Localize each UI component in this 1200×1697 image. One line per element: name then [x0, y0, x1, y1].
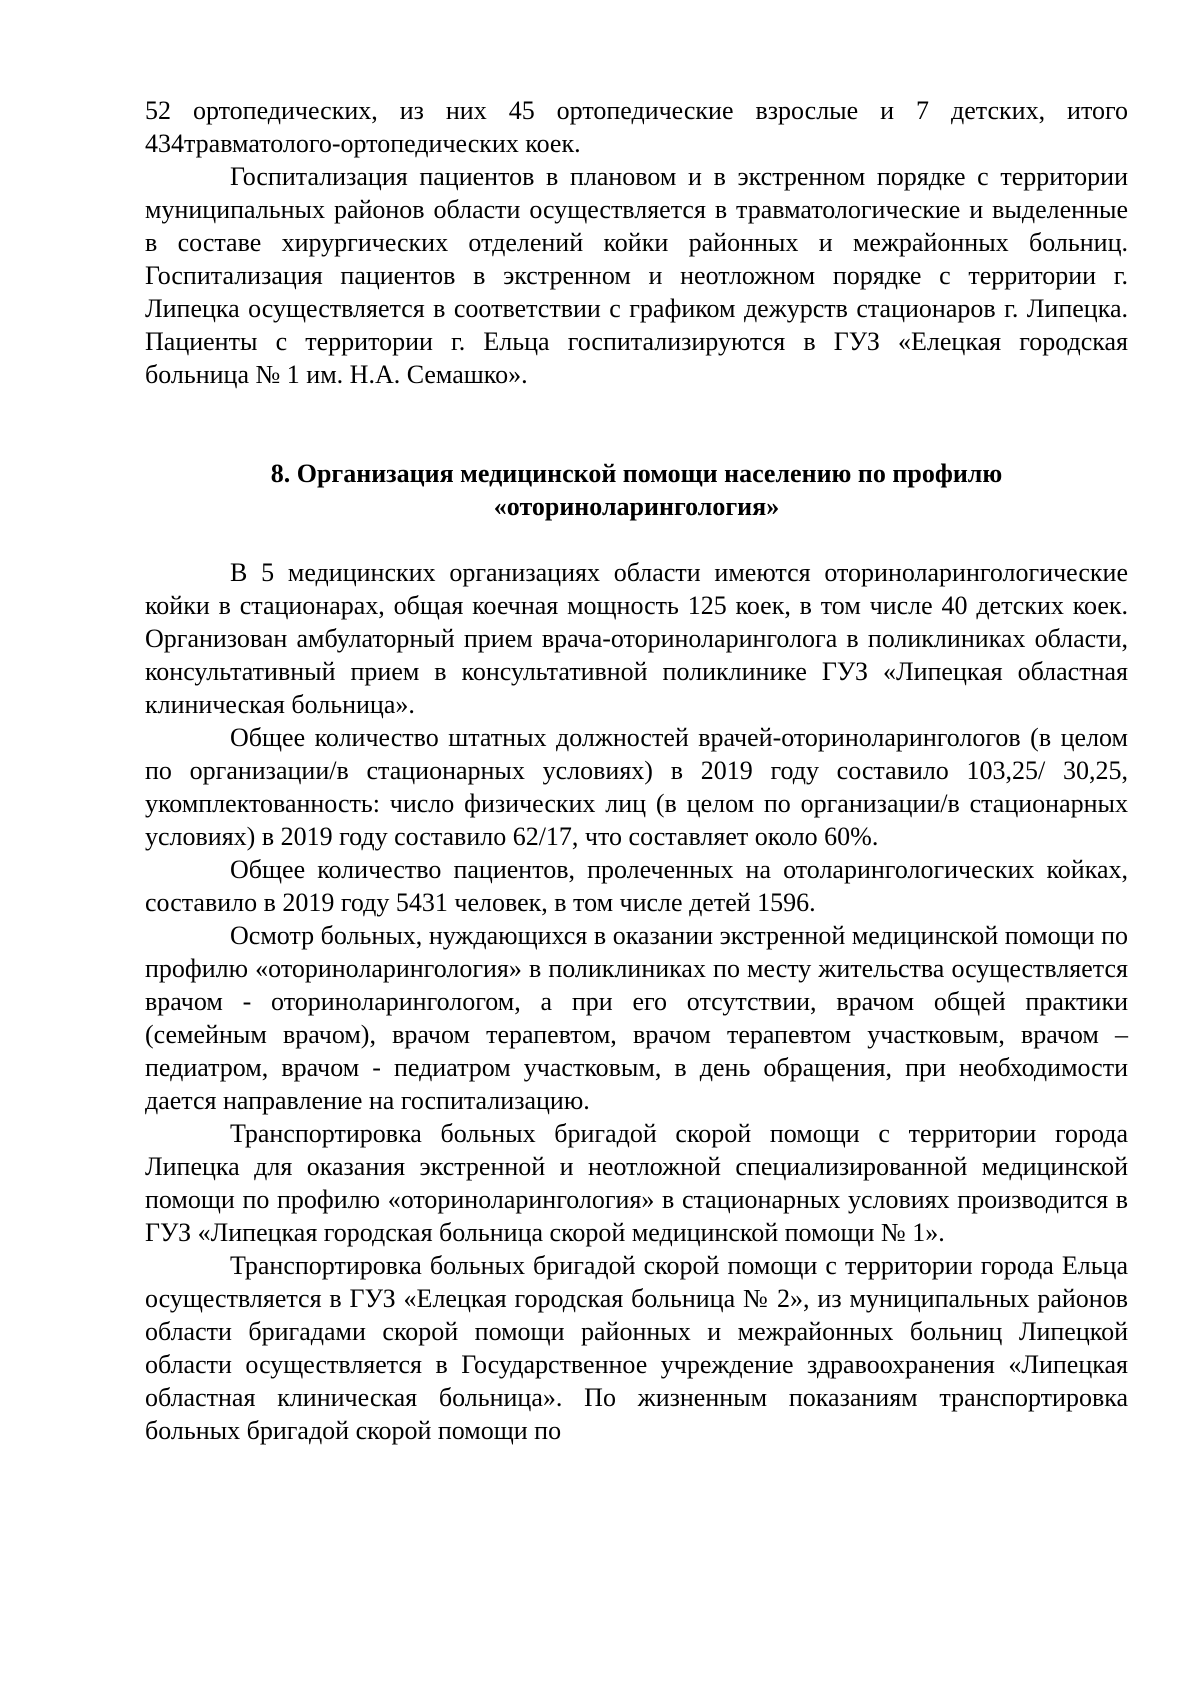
paragraph-transport-lipetsk: Транспортировка больных бригадой скорой помощи с территории города Липецка для оказания экстренной и неотложной специализированной медицинской помощи по профилю «оториноларингология» в стационарных условиях производится в ГУЗ «Липецкая городская больница скорой медицинской помощи № 1».: [145, 1119, 1128, 1247]
heading-spacer: [145, 523, 1128, 556]
paragraph-ent-beds: В 5 медицинских организациях области имеются оториноларингологические койки в стационарах, общая коечная мощность 125 коек, в том числе 40 детских коек. Организован амбулаторный прием врача-оториноларинголога в поликлиниках области, консультативный прием в консультативной поликлинике ГУЗ «Липецкая областная клиническая больница».: [145, 558, 1128, 719]
paragraph-hospitalization-trauma: Госпитализация пациентов в плановом и в экстренном порядке с территории муниципальных районов области осуществляется в травматологические и выделенные в составе хирургических отделений койки районных и межрайонных больниц. Госпитализация пациентов в экстренном и неотложном порядке с территории г. Липецка осуществляется в соответствии с графиком дежурств стационаров г. Липецка. Пациенты с территории г. Ельца госпитализируются в ГУЗ «Елецкая городская больница № 1 им. Н.А. Семашко».: [145, 162, 1128, 389]
paragraph-transport-yelets: Транспортировка больных бригадой скорой помощи с территории города Ельца осуществляется в ГУЗ «Елецкая городская больница № 2», из муниципальных районов области бригадами скорой помощи районных и межрайонных больниц Липецкой области осуществляется в Государственное учреждение здравоохранения «Липецкая областная клиническая больница». По жизненным показаниям транспортировка больных бригадой скорой помощи по: [145, 1251, 1128, 1445]
paragraph-patients-treated: Общее количество пациентов, пролеченных на отоларингологических койках, составило в 2019 году 5431 человек, в том числе детей 1596.: [145, 855, 1128, 917]
paragraph-staffing: Общее количество штатных должностей врачей-оториноларингологов (в целом по организации/в стационарных условиях) в 2019 году составило 103,25/ 30,25, укомплектованность: число физических лиц (в целом по организации/в стационарных условиях) в 2019 году составило 62/17, что составляет около 60%.: [145, 723, 1128, 851]
document-body: [145, 94, 1128, 1447]
section-heading: [145, 457, 1128, 523]
paragraph-examination: Осмотр больных, нуждающихся в оказании экстренной медицинской помощи по профилю «оториноларингология» в поликлиниках по месту жительства осуществляется врачом - оториноларингологом, а при его отсутствии, врачом общей практики (семейным врачом), врачом терапевтом, врачом терапевтом участковым, врачом – педиатром, врачом - педиатром участковым, в день обращения, при необходимости дается направление на госпитализацию.: [145, 921, 1128, 1115]
section-heading-line-1: 8. Организация медицинской помощи населению по профилю: [270, 459, 1003, 488]
section-spacer: [145, 391, 1128, 457]
section-heading-line-2: «оториноларингология»: [493, 492, 780, 521]
paragraph-bed-count-continuation: 52 ортопедических, из них 45 ортопедические взрослые и 7 детских, итого 434травматолого-ортопедических коек.: [145, 96, 1128, 158]
